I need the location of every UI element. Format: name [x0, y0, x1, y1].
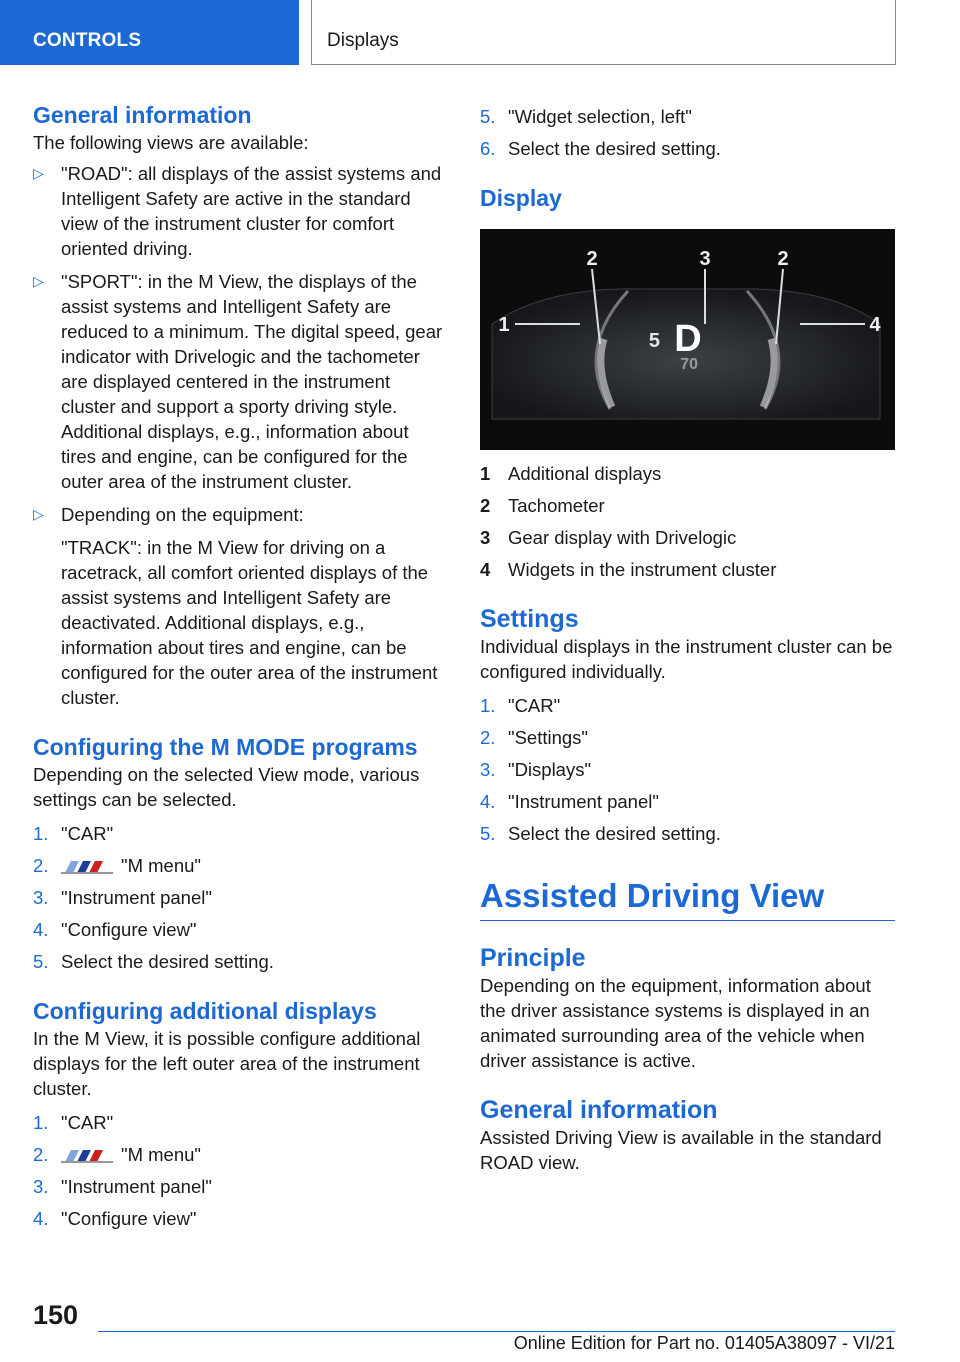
assisted-driving-view-title: Assisted Driving View [480, 876, 895, 921]
configure-intro: Depending on the selected View mode, various settings can be selected. [33, 764, 420, 810]
configure-steps [33, 822, 448, 974]
general-information-heading: General information [33, 102, 252, 128]
footer-edition: Online Edition for Part no. 01405A38097 - VI/21 [513, 1333, 895, 1353]
header-chapter-tab [311, 0, 896, 65]
list-item: 5. "Widget selection, left" [480, 106, 692, 127]
list-item: 5. Select the desired setting. [33, 951, 274, 972]
triangle-bullet-icon: ▷ [33, 506, 44, 522]
list-item: 4. "Instrument panel" [480, 791, 659, 812]
adv-general-heading: General information [480, 1096, 718, 1124]
list-item: 1. "CAR" [33, 1112, 114, 1133]
list-item: 3. "Instrument panel" [33, 887, 212, 908]
triangle-bullet-icon: ▷ [33, 165, 44, 181]
additional-intro: In the M View, it is possible configure additional displays for the left outer area of the instrument cluster. [33, 1028, 421, 1099]
widget-steps [480, 105, 895, 161]
list-item: 1. "CAR" [33, 823, 114, 844]
header-chapter-label: Displays [327, 30, 399, 51]
settings-steps [480, 694, 895, 846]
list-item: 2. "Settings" [480, 727, 588, 748]
configure-additional-heading: Configuring additional displays [33, 998, 377, 1024]
display-heading: Display [480, 185, 562, 211]
principle-text: Depending on the equipment, information about the driver assistance systems is displayed in an animated surrounding area of the vehicle when driver assistance is active. [480, 975, 871, 1071]
speed-value: 70 [680, 356, 698, 373]
instrument-cluster-illustration [480, 229, 895, 450]
callout-label-1: 1 [498, 314, 510, 336]
list-item: ▷ Depending on the equipment: "TRACK": in the M View for driving on a racetrack, all comfort oriented displays of the assist systems and Intelligent Safety are deactivated. Additional displays, e.g., information about tires and engine, can be configured for the outer area of the instrument cluster. [33, 504, 438, 708]
list-item: 2. "M menu" [33, 1144, 201, 1165]
settings-heading: Settings [480, 605, 579, 633]
list-item: ▷ "ROAD": all displays of the assist systems and Intelligent Safety are active in the standard view of the instrument cluster for comfort oriented driving. [33, 163, 442, 259]
m-stripes-icon [61, 860, 113, 874]
list-item: 5. Select the desired setting. [480, 823, 721, 844]
list-item: 3 Gear display with Drivelogic [480, 527, 737, 548]
additional-steps [33, 1111, 448, 1231]
list-item: 4 Widgets in the instrument cluster [480, 559, 777, 580]
configure-m-mode-heading: Configuring the M MODE programs [33, 734, 418, 760]
header-section-label: CONTROLS [33, 30, 142, 51]
right-column [480, 100, 895, 1175]
list-item: 1. "CAR" [480, 695, 561, 716]
list-item: 6. Select the desired setting. [480, 138, 721, 159]
callout-label-3: 3 [699, 248, 711, 270]
principle-heading: Principle [480, 944, 586, 972]
triangle-bullet-icon: ▷ [33, 273, 44, 289]
gear-left-value: 5 [648, 330, 660, 352]
list-item: 3. "Displays" [480, 759, 592, 780]
left-column [33, 100, 448, 1239]
gear-value: D [674, 318, 702, 360]
list-item: 2 Tachometer [480, 495, 605, 516]
display-legend [480, 462, 895, 582]
callout-label-4: 4 [869, 314, 881, 336]
callout-label-2a: 2 [586, 248, 598, 270]
general-intro: The following views are available: [33, 132, 309, 153]
callout-label-2b: 2 [777, 248, 789, 270]
instrument-cluster-image [480, 229, 895, 450]
list-item: 1 Additional displays [480, 463, 662, 484]
list-item: 4. "Configure view" [33, 919, 197, 940]
header-section-tab [0, 0, 299, 65]
list-item: ▷ "SPORT": in the M View, the displays of the assist systems and Intelligent Safety are reduced to a minimum. The digital speed, gear indicator with Drivelogic and the tachometer are displayed centered in the instrument cluster and support a sporty driving style. Additional displays, e.g., information about tires and engine, can be configured for the outer area of the instrument cluster. [33, 271, 443, 492]
m-stripes-icon [61, 1149, 113, 1163]
page-number: 150 [33, 1300, 79, 1330]
list-item: 4. "Configure view" [33, 1208, 197, 1229]
footer-divider [98, 1331, 895, 1332]
adv-general-text: Assisted Driving View is available in the standard ROAD view. [480, 1127, 882, 1173]
list-item: 2. "M menu" [33, 855, 201, 876]
list-item: 3. "Instrument panel" [33, 1176, 212, 1197]
views-list [33, 161, 448, 710]
settings-intro: Individual displays in the instrument cluster can be configured individually. [480, 636, 893, 682]
